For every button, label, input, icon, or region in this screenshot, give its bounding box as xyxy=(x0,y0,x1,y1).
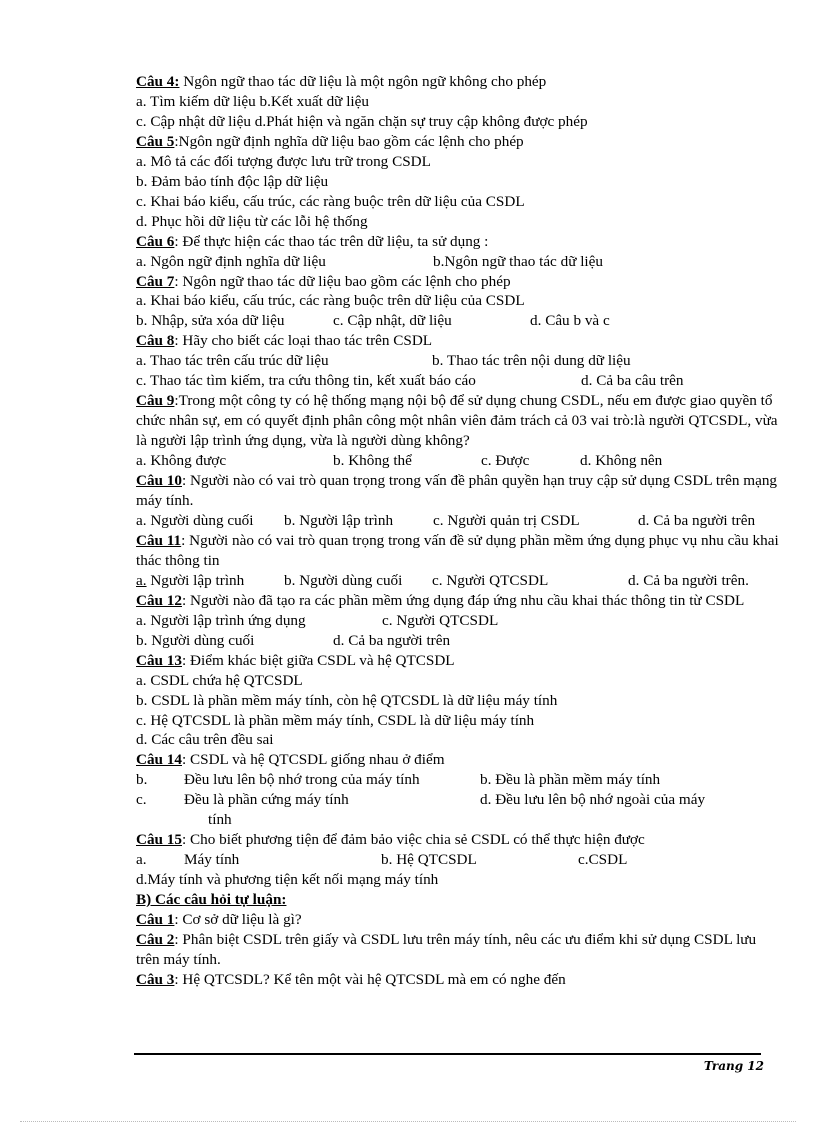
question-9 xyxy=(136,391,781,451)
option-a: a. Người lập trình ứng dụng xyxy=(136,611,306,629)
question-text: : Ngôn ngữ thao tác dữ liệu bao gồm các lệnh cho phép xyxy=(174,272,511,290)
question-14 xyxy=(136,750,781,770)
option-c: c. Cập nhật, dữ liệu xyxy=(333,312,452,330)
option-d: d. Cả ba người trên xyxy=(333,631,451,649)
question-text: : Hãy cho biết các loại thao tác trên CSDL xyxy=(174,332,433,350)
essay-question-1 xyxy=(136,910,781,930)
question-5 xyxy=(136,132,781,152)
question-label: Câu 15 xyxy=(136,831,182,849)
question-label: Câu 10 xyxy=(136,472,182,490)
option-c: c. Người QTCSDL xyxy=(382,611,499,629)
option-d: d. Câu b và c xyxy=(530,312,610,330)
question-text: : Người nào có vai trò quan trọng trong vấn đề phân quyền hạn truy cập sử dụng CSDL trên mạng máy tính. xyxy=(136,472,778,510)
question-15 xyxy=(136,830,781,850)
option-d: d. Đều lưu lên bộ nhớ ngoài của máy xyxy=(480,791,706,809)
option-a: Máy tính xyxy=(184,851,240,869)
option-b: b. Người lập trình xyxy=(284,511,394,529)
option-c: c. Cập nhật dữ liệu d.Phát hiện và ngăn chặn sự truy cập không được phép xyxy=(136,112,588,130)
question-label: Câu 7 xyxy=(136,272,175,290)
option-b: b. Người dùng cuối xyxy=(284,571,403,589)
options-row xyxy=(136,571,781,591)
option-d: d. Các câu trên đều sai xyxy=(136,731,274,749)
options-row xyxy=(136,311,781,331)
options-row xyxy=(136,631,781,651)
option-a: a. CSDL chứa hệ QTCSDL xyxy=(136,671,303,689)
option-a: Đều lưu lên bộ nhớ trong của máy tính xyxy=(184,771,420,789)
option-a: a. Người dùng cuối xyxy=(136,511,254,529)
question-12 xyxy=(136,591,781,611)
question-label: Câu 5 xyxy=(136,132,175,150)
options-row xyxy=(136,611,781,631)
question-text: :Trong một công ty có hệ thống mạng nội bộ để sử dụng chung CSDL, nếu em được giao quyền tổ chức nhân sự, em có quyết định phân công một nhân viên đảm trách cả 03 vai trò:là người QTCSDL, vừa là người lập trình ứng dụng, vừa là người dùng không? xyxy=(136,392,778,450)
option-a: a. Ngôn ngữ định nghĩa dữ liệu xyxy=(136,252,326,270)
essay-question-2 xyxy=(136,930,781,970)
options-row xyxy=(136,770,781,790)
option-c: c. Người quản trị CSDL xyxy=(433,511,580,529)
option-d: d. Cả ba người trên. xyxy=(628,571,749,589)
question-text: : Cơ sở dữ liệu là gì? xyxy=(174,911,302,929)
question-label: Câu 11 xyxy=(136,531,182,549)
option-b: b. Đều là phần mềm máy tính xyxy=(480,771,661,789)
question-4 xyxy=(136,72,781,92)
question-label: Câu 8 xyxy=(136,332,175,350)
document-body xyxy=(136,72,781,990)
section-b-heading: B) Các câu hỏi tự luận: xyxy=(136,891,287,909)
question-label: Câu 12 xyxy=(136,591,182,609)
option-a: a. Khai báo kiểu, cấu trúc, các ràng buộc trên dữ liệu của CSDL xyxy=(136,292,525,310)
essay-question-3 xyxy=(136,970,781,990)
option-c: c. Khai báo kiểu, cấu trúc, các ràng buộc trên dữ liệu của CSDL xyxy=(136,192,525,210)
option-letter: c. xyxy=(136,791,147,809)
option-c: c. Hệ QTCSDL là phần mềm máy tính, CSDL là dữ liệu máy tính xyxy=(136,711,535,729)
option-c: c. Thao tác tìm kiếm, tra cứu thông tin, kết xuất báo cáo xyxy=(136,372,476,390)
question-label: Câu 13 xyxy=(136,651,182,669)
question-7 xyxy=(136,272,781,292)
question-label: Câu 1 xyxy=(136,911,175,929)
options-row xyxy=(136,451,781,471)
question-text: Ngôn ngữ thao tác dữ liệu là một ngôn ngữ không cho phép xyxy=(179,73,547,90)
question-10 xyxy=(136,471,781,511)
options-row xyxy=(136,850,781,870)
question-text: : Điểm khác biệt giữa CSDL và hệ QTCSDL xyxy=(182,651,455,669)
option-b: b. Người dùng cuối xyxy=(136,631,255,649)
question-13 xyxy=(136,651,781,671)
question-label: Câu 3 xyxy=(136,970,175,988)
options-row xyxy=(136,371,781,391)
question-text: : Hệ QTCSDL? Kể tên một vài hệ QTCSDL mà em có nghe đến xyxy=(174,970,566,988)
option-c: c. Được xyxy=(481,452,530,470)
question-text: : Phân biệt CSDL trên giấy và CSDL lưu trên máy tính, nêu các ưu điểm khi sử dụng CSDL lưu trên máy tính. xyxy=(136,930,757,968)
question-8 xyxy=(136,331,781,351)
question-6 xyxy=(136,232,781,252)
option-c: Đều là phần cứng máy tính xyxy=(184,791,349,809)
option-c: c. Người QTCSDL xyxy=(432,571,549,589)
option-a: a. Mô tả các đối tượng được lưu trữ trong CSDL xyxy=(136,152,431,170)
option-a: a. Không được xyxy=(136,452,227,470)
options-row xyxy=(136,790,781,810)
option-b: b. Thao tác trên nội dung dữ liệu xyxy=(432,352,631,370)
question-label: Câu 14 xyxy=(136,751,182,769)
footer-rule xyxy=(134,1053,761,1055)
option-b: b. Nhập, sửa xóa dữ liệu xyxy=(136,312,285,330)
option-d: d. Cả ba người trên xyxy=(638,511,756,529)
option-d: d. Cả ba câu trên xyxy=(581,372,684,390)
page-number: Trang 12 xyxy=(703,1059,764,1073)
option-a: a. Thao tác trên cấu trúc dữ liệu xyxy=(136,352,329,370)
question-label: Câu 4: xyxy=(136,73,180,90)
options-row xyxy=(136,511,781,531)
question-text: : Người nào đã tạo ra các phần mềm ứng dụng đáp ứng nhu cầu khai thác thông tin từ CSDL xyxy=(182,591,745,609)
option-d: d.Máy tính và phương tiện kết nối mạng máy tính xyxy=(136,871,439,889)
option-d-continued: tính xyxy=(208,811,232,829)
option-letter: a. xyxy=(136,851,147,869)
option-a: a. Tìm kiếm dữ liệu b.Kết xuất dữ liệu xyxy=(136,92,369,110)
question-text: :Ngôn ngữ định nghĩa dữ liệu bao gồm các lệnh cho phép xyxy=(174,132,524,150)
options-row xyxy=(136,252,781,272)
question-text: : CSDL và hệ QTCSDL giống nhau ở điểm xyxy=(182,751,445,769)
question-text: : Cho biết phương tiện để đảm bảo việc chia sẻ CSDL có thể thực hiện được xyxy=(182,831,645,849)
page-edge-dotted-line xyxy=(20,1121,796,1122)
option-text: Người lập trình xyxy=(146,571,245,589)
question-text: : Người nào có vai trò quan trọng trong vấn đề sử dụng phần mềm ứng dụng phục vụ nhu cầu khai thác thông tin xyxy=(136,531,779,569)
option-letter: b. xyxy=(136,771,148,789)
options-row xyxy=(136,351,781,371)
question-label: Câu 9 xyxy=(136,392,175,410)
option-b: b. Đảm bảo tính độc lập dữ liệu xyxy=(136,172,329,190)
option-b: b. Không thể xyxy=(333,452,412,470)
option-d: d. Không nên xyxy=(580,452,663,470)
option-a xyxy=(136,571,284,591)
option-d: d. Phục hồi dữ liệu từ các lỗi hệ thống xyxy=(136,212,368,230)
option-c: c.CSDL xyxy=(578,851,628,869)
question-label: Câu 6 xyxy=(136,232,175,250)
option-letter: a. xyxy=(136,571,147,589)
question-11 xyxy=(136,531,781,571)
option-b: b. CSDL là phần mềm máy tính, còn hệ QTCSDL là dữ liệu máy tính xyxy=(136,691,558,709)
option-b: b.Ngôn ngữ thao tác dữ liệu xyxy=(433,252,603,270)
option-b: b. Hệ QTCSDL xyxy=(381,851,477,869)
question-label: Câu 2 xyxy=(136,930,175,948)
question-text: : Để thực hiện các thao tác trên dữ liệu, ta sử dụng : xyxy=(174,232,489,250)
